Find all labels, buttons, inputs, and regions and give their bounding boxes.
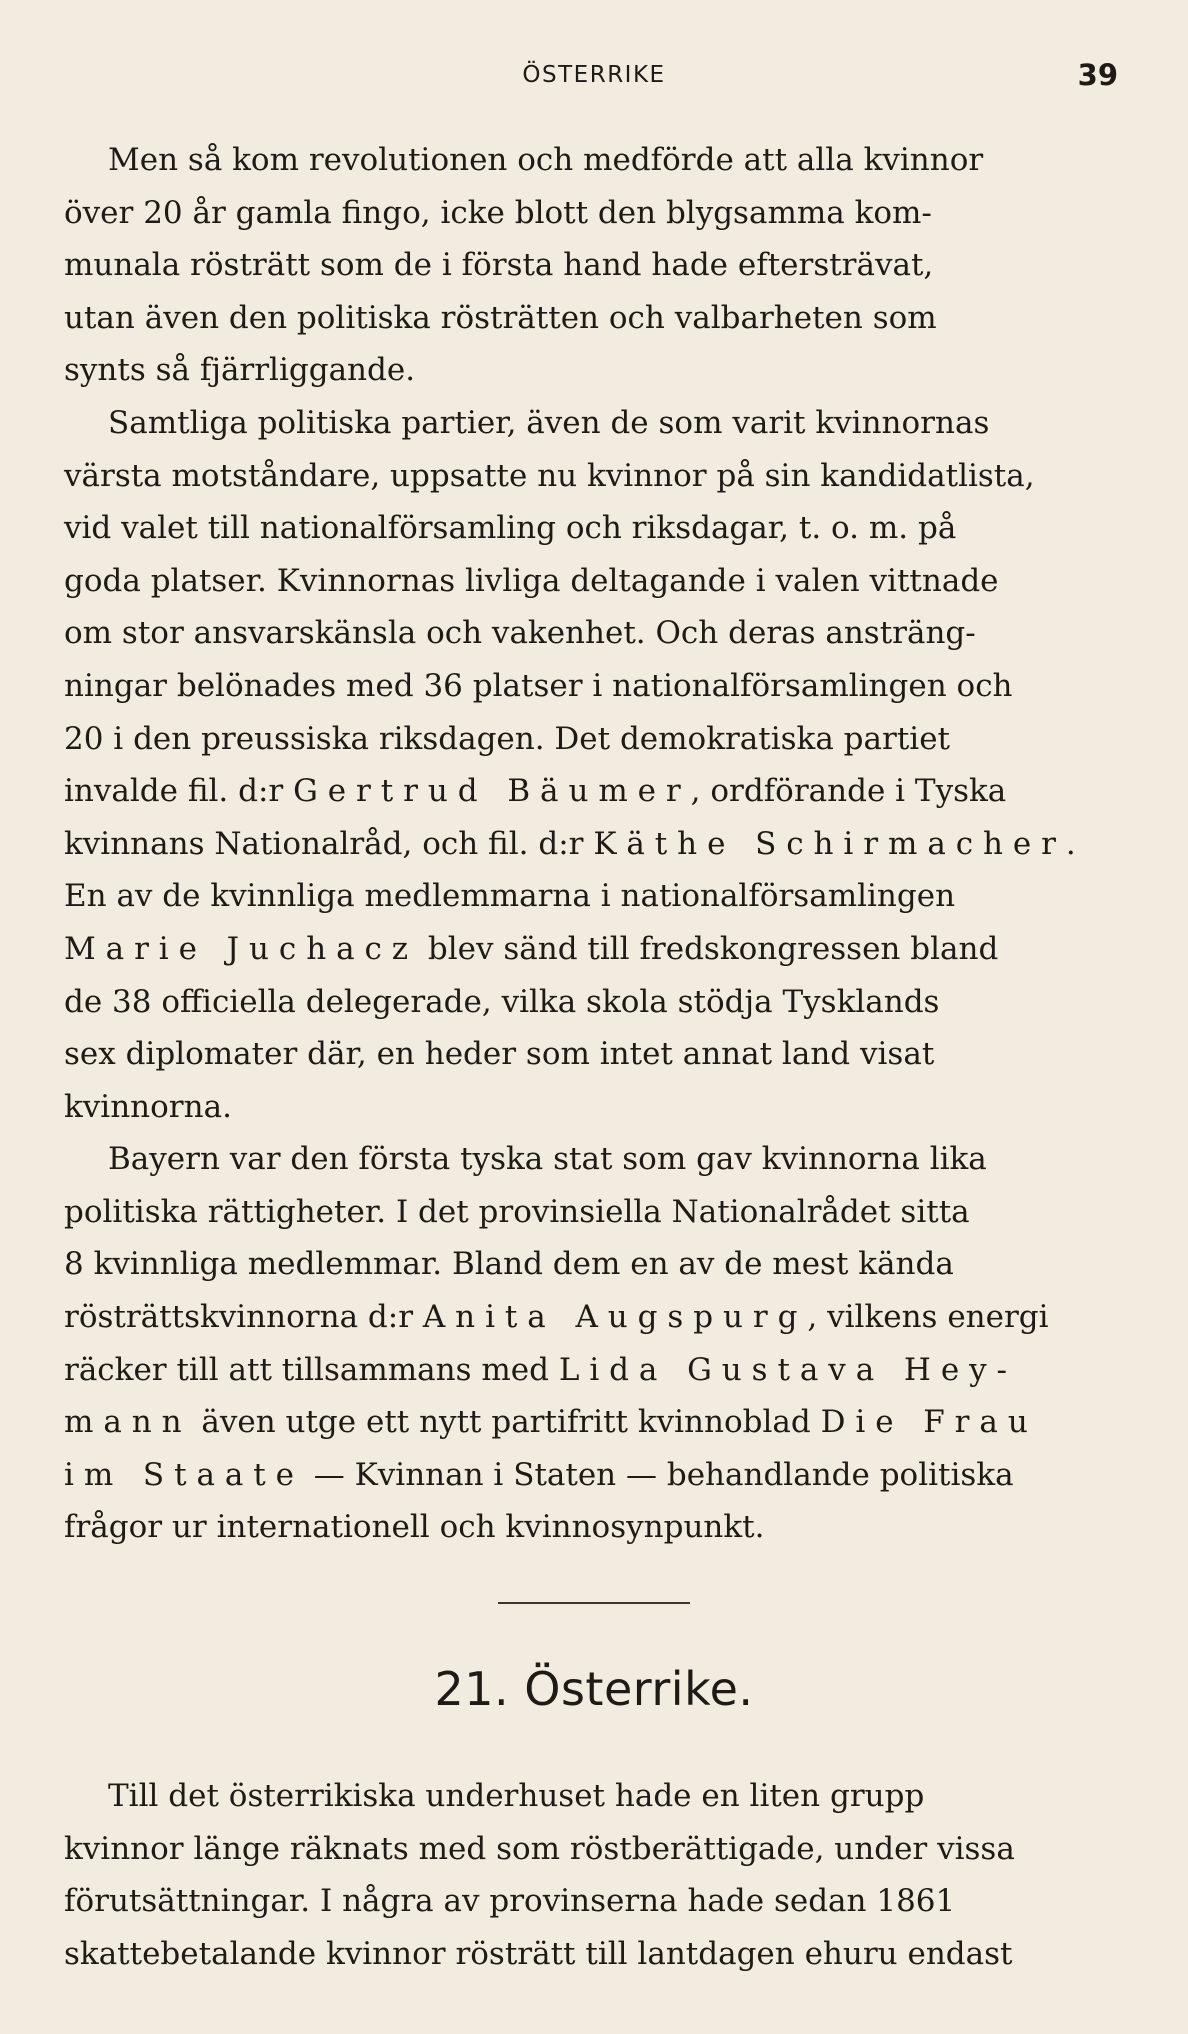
spaced-name: Käthe Schirmacher xyxy=(593,825,1066,862)
text-line xyxy=(64,1028,1126,1081)
text-line xyxy=(64,713,1126,766)
text-line xyxy=(64,555,1126,608)
spaced-name: Lida Gustava Hey- xyxy=(558,1351,1017,1388)
line-text: räcker till att tillsammans med xyxy=(64,1351,559,1388)
line-text: utan även den politiska rösträtten och valbarheten som xyxy=(64,299,937,336)
line-text: . xyxy=(1065,825,1076,862)
text-line xyxy=(64,660,1126,713)
running-title: ÖSTERRIKE xyxy=(522,62,666,88)
body-text-upper xyxy=(64,134,1126,1554)
line-text: vid valet till nationalförsamling och riksdagar, t. o. m. på xyxy=(64,510,957,547)
text-line xyxy=(64,134,1126,187)
body-text-lower xyxy=(64,1770,1126,1980)
line-text: invalde fil. d:r xyxy=(64,773,294,810)
line-text: 20 i den preussiska riksdagen. Det demokratiska partiet xyxy=(64,720,950,757)
line-text: 8 kvinnliga medlemmar. Bland dem en av de mest kända xyxy=(64,1246,954,1283)
line-text: synts så fjärrliggande. xyxy=(64,352,416,389)
text-line xyxy=(64,818,1126,871)
line-text: Men så kom revolutionen och medförde att alla kvinnor xyxy=(108,142,984,178)
text-line xyxy=(64,1291,1126,1344)
section-divider-rule xyxy=(498,1602,690,1604)
text-line xyxy=(64,239,1126,292)
text-line xyxy=(64,1186,1126,1239)
text-line xyxy=(64,397,1126,450)
line-text: goda platser. Kvinnornas livliga deltagande i valen vittnade xyxy=(64,562,999,599)
text-line xyxy=(64,187,1126,240)
line-text: , vilkens energi xyxy=(807,1299,1049,1336)
line-text: politiska rättigheter. I det provinsiella Nationalrådet sitta xyxy=(64,1193,970,1230)
line-text: sex diplomater där, en heder som intet annat land visat xyxy=(64,1036,935,1073)
text-line xyxy=(64,1344,1126,1397)
text-line xyxy=(64,1875,1126,1928)
line-text: Till det österrikiska underhuset hade en liten grupp xyxy=(108,1778,925,1814)
section-heading: 21. Österrike. xyxy=(434,1662,754,1716)
spaced-name: Marie Juchacz xyxy=(64,930,419,967)
text-line xyxy=(64,1823,1126,1876)
line-text: En av de kvinnliga medlemmarna i nationalförsamlingen xyxy=(64,878,956,915)
line-text: de 38 officiella delegerade, vilka skola stödja Tysklands xyxy=(64,983,940,1020)
text-line xyxy=(64,1238,1126,1291)
line-text: kvinnor länge räknats med som röstberättigade, under vissa xyxy=(64,1830,1015,1867)
text-line xyxy=(64,1081,1126,1134)
line-text: Samtliga politiska partier, även de som varit kvinnornas xyxy=(108,404,990,441)
line-text: kvinnans Nationalråd, och fil. d:r xyxy=(64,825,594,862)
text-line xyxy=(64,1396,1126,1449)
line-text: , ordförande i Tyska xyxy=(690,773,1007,810)
text-line xyxy=(64,292,1126,345)
page-number: 39 xyxy=(1077,58,1118,92)
text-line xyxy=(64,870,1126,923)
text-line xyxy=(64,1501,1126,1554)
text-line xyxy=(64,502,1126,555)
line-text: blev sänd till fredskongressen bland xyxy=(418,930,999,967)
line-text: Bayern var den första tyska stat som gav kvinnorna lika xyxy=(108,1141,987,1178)
running-head xyxy=(64,58,1124,98)
text-line xyxy=(64,450,1126,503)
line-text: om stor ansvarskänsla och vakenhet. Och deras ansträng- xyxy=(64,615,976,652)
line-text: kvinnorna. xyxy=(64,1088,232,1125)
text-line xyxy=(64,923,1126,976)
line-text: munala rösträtt som de i första hand hade eftersträvat, xyxy=(64,247,934,284)
text-line xyxy=(64,1770,1126,1823)
line-text: rösträttskvinnorna d:r xyxy=(64,1299,423,1336)
text-line xyxy=(64,344,1126,397)
line-text: — Kvinnan i Staten — behandlande politiska xyxy=(303,1456,1014,1493)
line-text: över 20 år gamla fingo, icke blott den blygsamma kom- xyxy=(64,194,932,231)
line-text: förutsättningar. I några av provinserna hade sedan 1861 xyxy=(64,1883,956,1920)
spaced-name: Die Frau xyxy=(820,1404,1038,1441)
line-text: värsta motståndare, uppsatte nu kvinnor på sin kandidatlista, xyxy=(64,457,1035,494)
text-line xyxy=(64,976,1126,1029)
text-line xyxy=(64,1449,1126,1502)
line-text: ningar belönades med 36 platser i nationalförsamlingen och xyxy=(64,667,1013,704)
text-line xyxy=(64,765,1126,818)
text-line xyxy=(64,1133,1126,1186)
spaced-name: Gertrud Bäumer xyxy=(293,773,691,810)
spaced-name: im Staate xyxy=(64,1456,304,1493)
line-text: skattebetalande kvinnor rösträtt till lantdagen ehuru endast xyxy=(64,1935,1013,1972)
line-text: även utge ett nytt partifritt kvinnoblad xyxy=(191,1404,821,1441)
spaced-name: Anita Augspurg xyxy=(422,1299,808,1336)
spaced-name: mann xyxy=(64,1404,192,1441)
text-line xyxy=(64,607,1126,660)
line-text: frågor ur internationell och kvinnosynpunkt. xyxy=(64,1509,765,1546)
text-line xyxy=(64,1928,1126,1981)
